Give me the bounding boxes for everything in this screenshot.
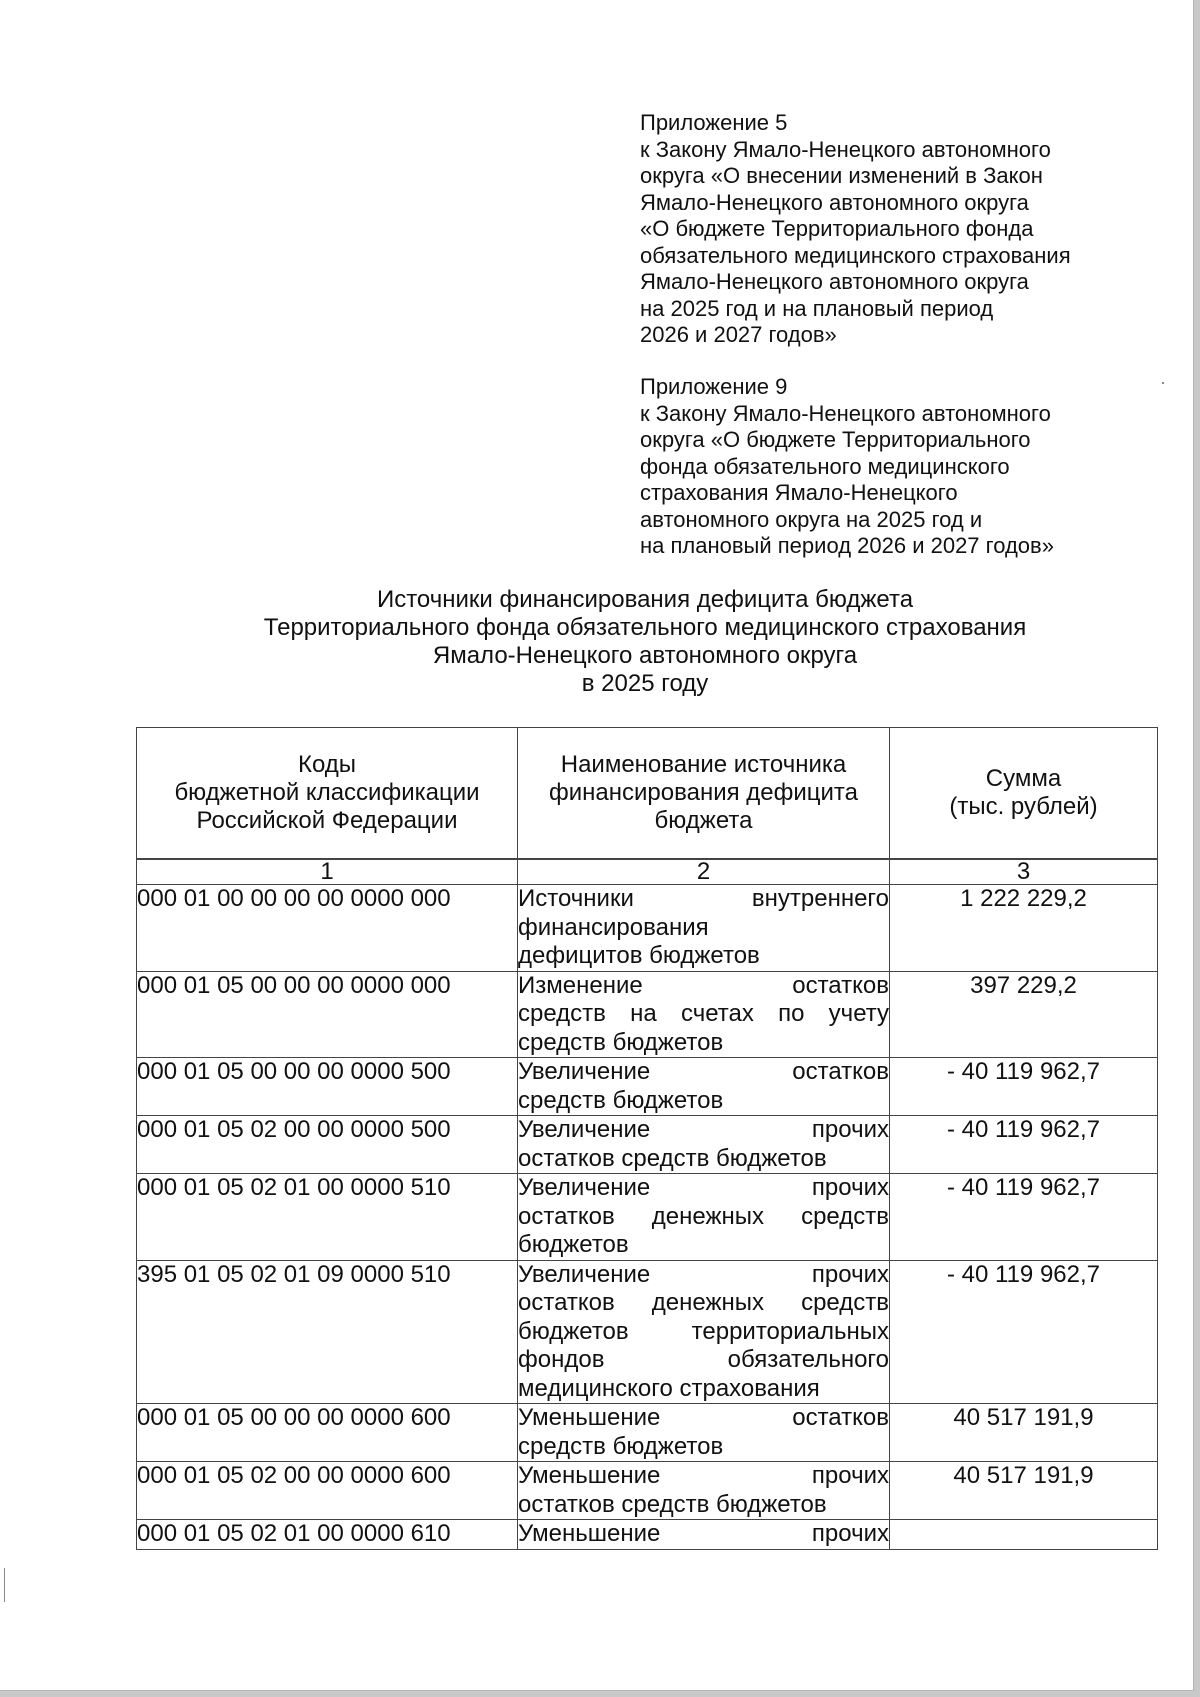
appendix-5-line: обязательного медицинского страхования (640, 242, 1071, 268)
row-name-line: Источники внутреннего (518, 885, 889, 912)
table-row (137, 885, 1158, 972)
appendix-9-line: автономного округа на 2025 год и (640, 506, 983, 532)
appendix-9-line: фонда обязательного медицинского (640, 453, 1010, 479)
row-code: 000 01 05 02 01 00 0000 610 (137, 1520, 518, 1550)
title-line: Ямало-Ненецкого автономного округа (432, 642, 858, 669)
title-line: Источники финансирования дефицита бюджета (376, 586, 914, 613)
appendix-5-line: Ямало-Ненецкого автономного округа (640, 269, 1029, 294)
row-name-line: бюджетов территориальных (518, 1317, 889, 1345)
header-source-name-line: бюджета (654, 807, 753, 834)
row-name (518, 1174, 890, 1261)
table-row (137, 1260, 1158, 1404)
appendix-5-line: Ямало-Ненецкого автономного округа (640, 189, 1029, 215)
table-row (137, 1116, 1158, 1174)
table-row (137, 971, 1158, 1058)
row-name-line: Увеличение прочих (518, 1174, 889, 1201)
row-amount (890, 1520, 1158, 1550)
row-amount: - 40 119 962,7 (890, 1116, 1158, 1174)
row-amount: 40 517 191,9 (890, 1462, 1158, 1520)
column-number: 3 (890, 859, 1158, 885)
row-name (518, 1058, 890, 1116)
header-source-name-line: финансирования дефицита (549, 779, 858, 806)
row-amount: - 40 119 962,7 (890, 1058, 1158, 1116)
row-code: 395 01 05 02 01 09 0000 510 (137, 1260, 518, 1404)
row-name (518, 1116, 890, 1174)
appendix-9-line: к Закону Ямало-Ненецкого автономного (640, 400, 1051, 426)
row-name-line: остатков средств бюджетов (518, 1144, 827, 1172)
row-name-line: остатков денежных средств (518, 1202, 889, 1230)
row-amount: 40 517 191,9 (890, 1404, 1158, 1462)
row-name (518, 1260, 890, 1404)
row-name-line: Увеличение остатков (518, 1058, 889, 1085)
scan-edge-mark (4, 1568, 5, 1602)
row-amount: - 40 119 962,7 (890, 1260, 1158, 1404)
row-name (518, 1462, 890, 1520)
row-name-line: Увеличение прочих (518, 1260, 889, 1288)
row-code: 000 01 05 02 00 00 0000 600 (137, 1462, 518, 1520)
document-title (0, 586, 1194, 698)
row-code: 000 01 05 00 00 00 0000 600 (137, 1404, 518, 1462)
row-name-line: Уменьшение прочих (518, 1462, 889, 1489)
row-name-line: средств бюджетов (518, 1028, 724, 1056)
appendix-9-block (640, 374, 1160, 560)
row-name-line: Уменьшение остатков (518, 1404, 889, 1431)
appendix-5-line: «О бюджете Территориального фонда (640, 216, 1034, 241)
appendix-5-line: округа «О внесении изменений в Закон (640, 163, 1043, 188)
header-codes-line: Коды (297, 751, 357, 778)
appendix-9-line: страхования Ямало-Ненецкого (640, 480, 958, 505)
row-code: 000 01 05 00 00 00 0000 000 (137, 971, 518, 1058)
table-row (137, 1462, 1158, 1520)
header-source-name-line: Наименование источника (560, 751, 847, 778)
row-amount: 397 229,2 (890, 971, 1158, 1058)
row-name (518, 885, 890, 972)
row-name-line: средств на счетах по учету (518, 1000, 889, 1027)
row-code: 000 01 05 02 01 00 0000 510 (137, 1174, 518, 1261)
row-name-line: Уменьшение прочих (518, 1520, 889, 1547)
header-codes-line: бюджетной классификации (174, 779, 480, 806)
appendix-5-line: на 2025 год и на плановый период (640, 295, 994, 321)
table-row (137, 1174, 1158, 1261)
column-number: 2 (518, 859, 890, 885)
row-name-line: Изменение остатков (518, 971, 889, 999)
row-name-line: средств бюджетов (518, 1086, 724, 1114)
row-name-line: фондов обязательного (518, 1346, 889, 1373)
table-row (137, 1058, 1158, 1116)
scan-speck (1162, 382, 1164, 384)
header-amount-line: Сумма (985, 765, 1062, 792)
row-amount: 1 222 229,2 (890, 885, 1158, 972)
row-name-line: медицинского страхования (518, 1374, 820, 1402)
row-name-line: финансирования (518, 913, 709, 941)
appendix-5-line: 2026 и 2027 годов» (640, 322, 837, 347)
appendix-9-line: Приложение 9 (640, 374, 788, 399)
header-codes-line: Российской Федерации (196, 807, 458, 834)
row-code: 000 01 05 00 00 00 0000 500 (137, 1058, 518, 1116)
row-code: 000 01 00 00 00 00 0000 000 (137, 885, 518, 972)
table-row (137, 1404, 1158, 1462)
row-name-line: бюджетов (518, 1231, 629, 1258)
row-name-line: Увеличение прочих (518, 1116, 889, 1143)
row-name-line: дефицитов бюджетов (518, 942, 760, 969)
appendix-5-line: к Закону Ямало-Ненецкого автономного (640, 136, 1051, 162)
header-amount (890, 728, 1158, 860)
row-name (518, 1404, 890, 1462)
appendix-9-line: округа «О бюджете Территориального (640, 427, 1031, 452)
table-row (137, 1520, 1158, 1550)
header-codes (137, 728, 518, 860)
appendix-5-block (640, 110, 1160, 349)
appendix-9-line: на плановый период 2026 и 2027 годов» (640, 533, 1054, 558)
row-name (518, 971, 890, 1058)
title-line: в 2025 году (581, 670, 709, 697)
header-amount-line: (тыс. рублей) (949, 793, 1098, 820)
column-number: 1 (137, 859, 518, 885)
title-line: Территориального фонда обязательного медицинского страхования (263, 614, 1027, 641)
row-name-line: остатков средств бюджетов (518, 1490, 827, 1518)
header-source-name (518, 728, 890, 860)
row-amount: - 40 119 962,7 (890, 1174, 1158, 1261)
row-name-line: средств бюджетов (518, 1432, 724, 1460)
financing-sources-table (136, 727, 1158, 1550)
appendix-5-line: Приложение 5 (640, 110, 788, 135)
table-header-row (137, 728, 1158, 860)
row-code: 000 01 05 02 00 00 0000 500 (137, 1116, 518, 1174)
row-name-line: остатков денежных средств (518, 1289, 889, 1316)
row-name (518, 1520, 890, 1550)
column-numbers-row (137, 859, 1158, 885)
